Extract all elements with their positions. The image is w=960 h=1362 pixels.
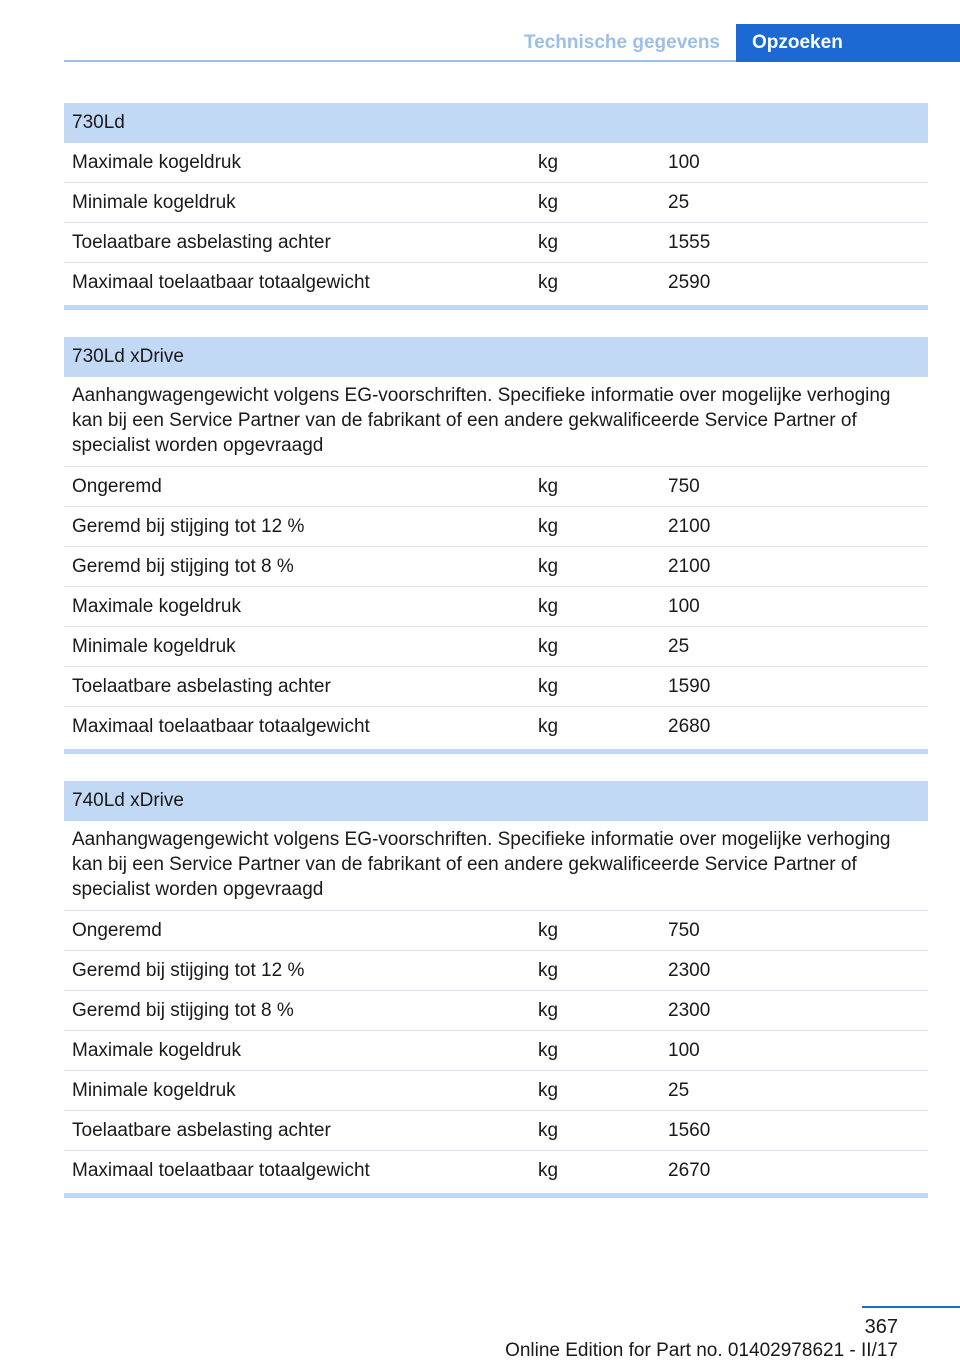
section-breadcrumb[interactable]: Technische gegevens bbox=[523, 32, 720, 53]
table-row bbox=[64, 707, 928, 747]
row-value: 1555 bbox=[668, 232, 711, 253]
row-label: Minimale kogeldruk bbox=[72, 636, 236, 657]
tab-opzoeken[interactable]: Opzoeken bbox=[736, 24, 960, 62]
row-label: Maximale kogeldruk bbox=[72, 1040, 241, 1061]
row-value: 2300 bbox=[668, 960, 711, 981]
table-end-bar bbox=[64, 305, 928, 310]
table-title: 730Ld xDrive bbox=[64, 337, 928, 377]
row-unit: kg bbox=[538, 1160, 559, 1181]
table-row bbox=[64, 183, 928, 223]
row-unit: kg bbox=[538, 1080, 559, 1101]
table-row bbox=[64, 143, 928, 183]
row-unit: kg bbox=[538, 516, 559, 537]
row-unit: kg bbox=[538, 232, 559, 253]
row-unit: kg bbox=[538, 1040, 559, 1061]
row-label: Maximaal toelaatbaar totaalgewicht bbox=[72, 1160, 370, 1181]
row-label: Ongeremd bbox=[72, 476, 162, 497]
table-row bbox=[64, 991, 928, 1031]
table-row bbox=[64, 263, 928, 303]
table-title: 740Ld xDrive bbox=[64, 781, 928, 821]
row-unit: kg bbox=[538, 920, 559, 941]
table-row bbox=[64, 547, 928, 587]
row-value: 2300 bbox=[668, 1000, 711, 1021]
row-unit: kg bbox=[538, 152, 559, 173]
table-row bbox=[64, 467, 928, 507]
row-label: Geremd bij stijging tot 8 % bbox=[72, 556, 294, 577]
row-label: Toelaatbare asbelasting achter bbox=[72, 232, 331, 253]
table-row bbox=[64, 587, 928, 627]
row-value: 750 bbox=[668, 476, 700, 497]
row-unit: kg bbox=[538, 1000, 559, 1021]
row-label: Minimale kogeldruk bbox=[72, 1080, 236, 1101]
row-unit: kg bbox=[538, 676, 559, 697]
row-unit: kg bbox=[538, 960, 559, 981]
row-unit: kg bbox=[538, 636, 559, 657]
row-unit: kg bbox=[538, 192, 559, 213]
footer-divider bbox=[862, 1306, 960, 1308]
row-value: 2670 bbox=[668, 1160, 711, 1181]
row-value: 1560 bbox=[668, 1120, 711, 1141]
table-note: Aanhangwagengewicht volgens EG-voorschriften. Specifieke informatie over mogelijke verhoging kan bij een Service Partner van de fabrikant of een andere gekwalificeerde Service Partner of specialist worden opgevraagd bbox=[64, 377, 928, 467]
spec-table-730ld-xdrive bbox=[64, 337, 928, 754]
row-value: 25 bbox=[668, 636, 690, 657]
table-row bbox=[64, 1151, 928, 1191]
row-unit: kg bbox=[538, 716, 559, 737]
row-unit: kg bbox=[538, 556, 559, 577]
table-note: Aanhangwagengewicht volgens EG-voorschriften. Specifieke informatie over mogelijke verhoging kan bij een Service Partner van de fabrikant of een andere gekwalificeerde Service Partner of specialist worden opgevraagd bbox=[64, 821, 928, 911]
row-label: Maximaal toelaatbaar totaalgewicht bbox=[72, 272, 370, 293]
table-row bbox=[64, 1071, 928, 1111]
row-value: 1590 bbox=[668, 676, 711, 697]
row-value: 100 bbox=[668, 1040, 700, 1061]
row-value: 2680 bbox=[668, 716, 711, 737]
row-value: 750 bbox=[668, 920, 700, 941]
row-value: 25 bbox=[668, 1080, 690, 1101]
row-label: Geremd bij stijging tot 8 % bbox=[72, 1000, 294, 1021]
header-divider bbox=[64, 60, 736, 62]
table-end-bar bbox=[64, 1193, 928, 1198]
table-row bbox=[64, 507, 928, 547]
spec-table-730ld bbox=[64, 103, 928, 310]
row-label: Geremd bij stijging tot 12 % bbox=[72, 516, 305, 537]
row-unit: kg bbox=[538, 1120, 559, 1141]
row-unit: kg bbox=[538, 476, 559, 497]
table-row bbox=[64, 951, 928, 991]
table-row bbox=[64, 627, 928, 667]
spec-table-740ld-xdrive bbox=[64, 781, 928, 1198]
row-value: 2590 bbox=[668, 272, 711, 293]
row-label: Ongeremd bbox=[72, 920, 162, 941]
page-number: 367 bbox=[864, 1316, 898, 1338]
row-label: Geremd bij stijging tot 12 % bbox=[72, 960, 305, 981]
row-label: Toelaatbare asbelasting achter bbox=[72, 1120, 331, 1141]
row-label: Toelaatbare asbelasting achter bbox=[72, 676, 331, 697]
page-header bbox=[524, 24, 960, 62]
table-end-bar bbox=[64, 749, 928, 754]
row-label: Maximale kogeldruk bbox=[72, 596, 241, 617]
row-label: Maximale kogeldruk bbox=[72, 152, 241, 173]
row-unit: kg bbox=[538, 272, 559, 293]
table-row bbox=[64, 911, 928, 951]
table-row bbox=[64, 667, 928, 707]
row-value: 25 bbox=[668, 192, 690, 213]
row-label: Maximaal toelaatbaar totaalgewicht bbox=[72, 716, 370, 737]
row-value: 2100 bbox=[668, 516, 711, 537]
row-label: Minimale kogeldruk bbox=[72, 192, 236, 213]
row-value: 100 bbox=[668, 152, 700, 173]
row-unit: kg bbox=[538, 596, 559, 617]
table-title: 730Ld bbox=[64, 103, 928, 143]
row-value: 2100 bbox=[668, 556, 711, 577]
table-row bbox=[64, 223, 928, 263]
edition-notice: Online Edition for Part no. 01402978621 - II/17 bbox=[505, 1340, 898, 1361]
table-row bbox=[64, 1031, 928, 1071]
table-row bbox=[64, 1111, 928, 1151]
row-value: 100 bbox=[668, 596, 700, 617]
